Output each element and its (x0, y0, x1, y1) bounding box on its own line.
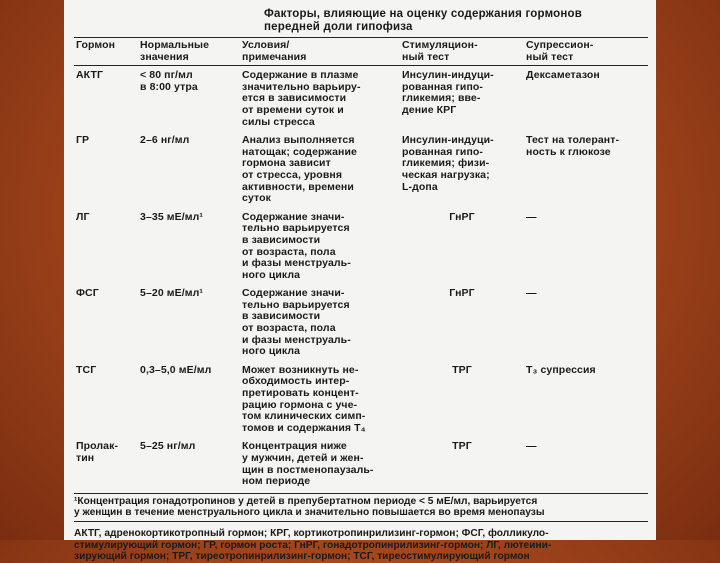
column-header-conditions: Условия/ примечания (242, 39, 307, 63)
column-header-suppression: Супрессион- ный тест (526, 39, 594, 63)
column-header-normal: Нормальные значения (140, 39, 210, 63)
column-header-stimulation: Стимуляцион- ный тест (402, 39, 478, 63)
table-row-lh (74, 208, 648, 285)
table-title-line-1: Факторы, влияющие на оценку содержания гормонов (264, 8, 583, 20)
cell-hormone: ГР (76, 134, 90, 147)
cell-normal: < 80 пг/мл в 8:00 утра (140, 69, 198, 93)
cell-suppression: — (526, 440, 537, 453)
cell-suppression: — (526, 287, 537, 300)
cell-suppression: Т₃ супрессия (526, 363, 596, 376)
cell-stimulation: ГнРГ (449, 287, 475, 300)
cell-conditions: Может возникнуть не- обходимость интер- претировать концент- рацию гормона с уче- том клинических симп- томов и содержания Т₄ (242, 363, 366, 434)
cell-conditions: Содержание значи- тельно варьируется в зависимости от возраста, пола и фазы менструаль- ного цикла (242, 287, 351, 358)
abbreviations-note: АКТГ, адренокортикотропный гормон; КРГ, кортикотропинрилизинг-гормон; ФСГ, фолликуло- стимулирующий гормон; ГР, гормон роста; ГнРГ, гонадотропинрилизинг-гормон; ЛГ, лютеини- зирующий гормон; ТРГ, тиреотропинрилизинг-гормон; ТСГ, тиреостимулирующий гормон (74, 521, 648, 563)
cell-hormone: ЛГ (76, 210, 90, 223)
cell-suppression: Дексаметазон (526, 69, 600, 82)
document-page (64, 0, 656, 563)
cell-normal: 3–35 мЕ/мл¹ (140, 210, 203, 223)
table-header-row (74, 38, 648, 66)
cell-normal: 2–6 нг/мл (140, 134, 190, 147)
footnote: ¹Концентрация гонадотропинов у детей в препубертатном периоде < 5 мЕ/мл, варьируется у женщин в течение менструального цикла и значительно повышается во время менопаузы (74, 493, 648, 519)
cell-hormone: ТСГ (76, 363, 97, 376)
table-title-line-2: передней доли гипофиза (264, 21, 413, 33)
cell-hormone: Пролак- тин (76, 440, 119, 464)
cell-hormone: АКТГ (76, 69, 104, 82)
cell-suppression: Тест на толерант- ность к глюкозе (526, 134, 620, 158)
column-header-hormone: Гормон (76, 39, 116, 51)
cell-conditions: Концентрация ниже у мужчин, детей и жен- щин в постменопаузаль- ном периоде (242, 440, 374, 488)
cell-normal: 5–20 мЕ/мл¹ (140, 287, 203, 300)
cell-stimulation: ГнРГ (449, 210, 475, 223)
table-row-tsh (74, 361, 648, 438)
cell-conditions: Содержание значи- тельно варьируется в зависимости от возраста, пола и фазы менструаль- ного цикла (242, 210, 351, 281)
table-row-fsh (74, 284, 648, 361)
cell-hormone: ФСГ (76, 287, 99, 300)
cell-stimulation: ТРГ (452, 363, 472, 376)
cell-stimulation: ТРГ (452, 440, 472, 453)
table-row-acth (74, 66, 648, 131)
cell-suppression: — (526, 210, 537, 223)
table-row-prolactin (74, 437, 648, 490)
cell-normal: 5–25 нг/мл (140, 440, 196, 453)
hormones-table (74, 38, 648, 491)
table-row-gh (74, 131, 648, 208)
cell-stimulation: Инсулин-индуци- рованная гипо- гликемия; физи- ческая нагрузка; L-допа (402, 134, 494, 193)
cell-conditions: Содержание в плазме значительно варьиру- ется в зависимости от времени суток и силы стресса (242, 69, 361, 128)
cell-stimulation: Инсулин-индуци- рованная гипо- гликемия; вве- дение КРГ (402, 69, 494, 116)
cell-conditions: Анализ выполняется натощак; содержание гормона зависит от стресса, уровня активности, времени суток (242, 134, 357, 205)
cell-normal: 0,3–5,0 мЕ/мл (140, 363, 212, 376)
table-title (74, 8, 648, 34)
